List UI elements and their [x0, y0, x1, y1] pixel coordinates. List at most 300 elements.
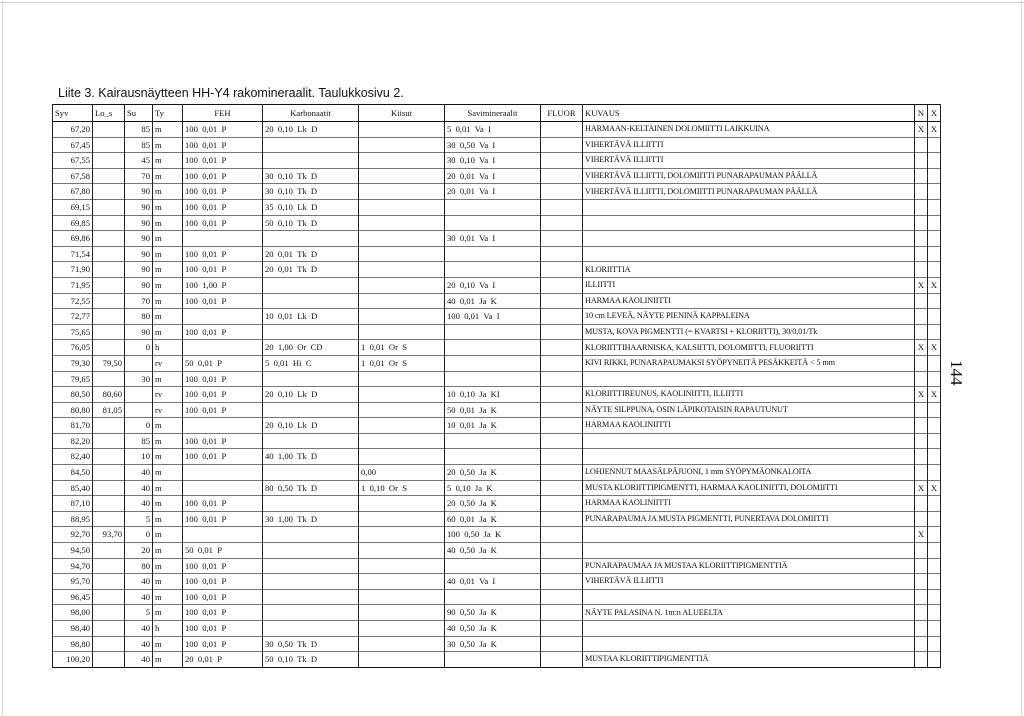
cell-syv: 98,80: [53, 636, 93, 652]
cell-savimineraalit: 40 0,01 Va I: [445, 574, 541, 590]
cell-n: X: [915, 527, 928, 543]
cell-karbonaatit: 50 0,10 Tk D: [263, 215, 359, 231]
cell-n: [915, 511, 928, 527]
cell-karbonaatit: [263, 527, 359, 543]
cell-lo-s: [93, 449, 125, 465]
table-row: [53, 231, 941, 247]
table-row: [53, 293, 941, 309]
cell-lo-s: [93, 262, 125, 278]
cell-feh: 100 0,01 P: [183, 605, 263, 621]
cell-lo-s: [93, 465, 125, 481]
cell-ty: h: [153, 340, 183, 356]
table-row: [53, 277, 941, 293]
cell-karbonaatit: [263, 465, 359, 481]
cell-karbonaatit: [263, 137, 359, 153]
cell-ty: m: [153, 277, 183, 293]
cell-x: [928, 293, 941, 309]
cell-lo-s: [93, 122, 125, 138]
cell-karbonaatit: [263, 153, 359, 169]
cell-syv: 82,40: [53, 449, 93, 465]
cell-n: [915, 605, 928, 621]
cell-kuvaus: HARMAAN-KELTAINEN DOLOMIITTI LAIKKUINA: [583, 122, 915, 138]
cell-syv: 71,90: [53, 262, 93, 278]
cell-savimineraalit: [445, 199, 541, 215]
cell-kuvaus: [583, 215, 915, 231]
cell-lo-s: 79,50: [93, 355, 125, 371]
document-caption: Liite 3. Kairausnäytteen HH-Y4 rakomineraalit. Taulukkosivu 2.: [58, 86, 404, 100]
cell-syv: 92,70: [53, 527, 93, 543]
page-number: 144: [947, 360, 966, 386]
cell-fluor: [541, 496, 583, 512]
table-row: [53, 371, 941, 387]
cell-su: [125, 387, 153, 403]
cell-ty: m: [153, 153, 183, 169]
cell-savimineraalit: 100 0,50 Ja K: [445, 527, 541, 543]
cell-fluor: [541, 449, 583, 465]
cell-su: 5: [125, 605, 153, 621]
cell-syv: 71,54: [53, 246, 93, 262]
table-row: [53, 153, 941, 169]
table-row: [53, 184, 941, 200]
cell-lo-s: [93, 309, 125, 325]
cell-savimineraalit: [445, 340, 541, 356]
cell-kuvaus: MUSTA KLORIITTIPIGMENTTI, HARMAA KAOLINIITTI, DOLOMIITTI: [583, 480, 915, 496]
cell-syv: 72,77: [53, 309, 93, 325]
cell-x: [928, 574, 941, 590]
table-row: [53, 324, 941, 340]
cell-lo-s: [93, 199, 125, 215]
table-row: [53, 262, 941, 278]
cell-kiisut: [359, 246, 445, 262]
cell-karbonaatit: [263, 277, 359, 293]
cell-feh: 100 0,01 P: [183, 168, 263, 184]
cell-kiisut: 1 0,10 Or S: [359, 480, 445, 496]
cell-fluor: [541, 340, 583, 356]
cell-fluor: [541, 262, 583, 278]
cell-lo-s: [93, 371, 125, 387]
cell-x: [928, 433, 941, 449]
table-row: [53, 465, 941, 481]
cell-su: [125, 355, 153, 371]
cell-feh: [183, 340, 263, 356]
cell-kiisut: [359, 371, 445, 387]
cell-karbonaatit: [263, 231, 359, 247]
table-row: [53, 309, 941, 325]
cell-kuvaus: VIHERTÄVÄ ILLIITTI: [583, 153, 915, 169]
cell-kiisut: 1 0,01 Or S: [359, 340, 445, 356]
cell-feh: 100 0,01 P: [183, 621, 263, 637]
cell-feh: [183, 418, 263, 434]
cell-kuvaus: [583, 433, 915, 449]
cell-karbonaatit: 5 0,01 Hi C: [263, 355, 359, 371]
cell-feh: 100 0,01 P: [183, 496, 263, 512]
cell-feh: 100 0,01 P: [183, 199, 263, 215]
cell-su: 40: [125, 621, 153, 637]
cell-kiisut: [359, 324, 445, 340]
table-row: [53, 511, 941, 527]
table-row: [53, 543, 941, 559]
cell-su: 90: [125, 246, 153, 262]
cell-lo-s: [93, 418, 125, 434]
cell-syv: 87,10: [53, 496, 93, 512]
cell-lo-s: [93, 511, 125, 527]
cell-su: 85: [125, 137, 153, 153]
cell-savimineraalit: [445, 262, 541, 278]
cell-ty: m: [153, 605, 183, 621]
header-feh: FEH: [183, 105, 263, 122]
cell-fluor: [541, 527, 583, 543]
cell-fluor: [541, 168, 583, 184]
cell-ty: m: [153, 324, 183, 340]
cell-x: [928, 215, 941, 231]
cell-kuvaus: MUSTA, KOVA PIGMENTTI (= KVARTSI + KLORIITTI), 30/0,01/Tk: [583, 324, 915, 340]
cell-syv: 67,55: [53, 153, 93, 169]
cell-x: [928, 527, 941, 543]
cell-savimineraalit: 30 0,10 Va I: [445, 153, 541, 169]
cell-fluor: [541, 387, 583, 403]
cell-syv: 67,45: [53, 137, 93, 153]
cell-su: 45: [125, 153, 153, 169]
cell-syv: 81,70: [53, 418, 93, 434]
cell-su: 0: [125, 418, 153, 434]
cell-x: [928, 543, 941, 559]
cell-fluor: [541, 465, 583, 481]
cell-feh: 100 0,01 P: [183, 184, 263, 200]
cell-su: 80: [125, 558, 153, 574]
cell-fluor: [541, 636, 583, 652]
cell-kiisut: [359, 309, 445, 325]
cell-lo-s: [93, 215, 125, 231]
cell-fluor: [541, 277, 583, 293]
cell-ty: m: [153, 293, 183, 309]
cell-kuvaus: [583, 527, 915, 543]
page-top-edge: [0, 2, 1024, 3]
cell-x: [928, 465, 941, 481]
cell-kuvaus: NÄYTE PALASINA N. 1m:n ALUEELTA: [583, 605, 915, 621]
table-row: [53, 574, 941, 590]
cell-lo-s: 80,60: [93, 387, 125, 403]
cell-fluor: [541, 511, 583, 527]
cell-savimineraalit: 30 0,50 Va I: [445, 137, 541, 153]
cell-kiisut: [359, 574, 445, 590]
cell-savimineraalit: 100 0,01 Va I: [445, 309, 541, 325]
cell-karbonaatit: 50 0,10 Tk D: [263, 652, 359, 668]
cell-lo-s: [93, 168, 125, 184]
cell-ty: m: [153, 496, 183, 512]
cell-syv: 95,70: [53, 574, 93, 590]
cell-fluor: [541, 199, 583, 215]
cell-karbonaatit: 20 0,01 Tk D: [263, 246, 359, 262]
cell-x: [928, 621, 941, 637]
cell-feh: 100 0,01 P: [183, 371, 263, 387]
cell-feh: 100 0,01 P: [183, 449, 263, 465]
cell-n: [915, 465, 928, 481]
cell-feh: 20 0,01 P: [183, 652, 263, 668]
cell-ty: m: [153, 558, 183, 574]
cell-x: [928, 402, 941, 418]
cell-kiisut: [359, 589, 445, 605]
cell-kuvaus: HARMAA KAOLINIITTI: [583, 496, 915, 512]
cell-lo-s: [93, 574, 125, 590]
cell-lo-s: [93, 231, 125, 247]
cell-savimineraalit: [445, 449, 541, 465]
cell-lo-s: [93, 480, 125, 496]
cell-x: X: [928, 277, 941, 293]
cell-syv: 67,58: [53, 168, 93, 184]
page-right-edge: [1021, 0, 1022, 716]
table-row: [53, 199, 941, 215]
cell-savimineraalit: 20 0,50 Ja K: [445, 496, 541, 512]
cell-ty: m: [153, 589, 183, 605]
cell-kiisut: [359, 543, 445, 559]
header-su: Su: [125, 105, 153, 122]
cell-karbonaatit: [263, 605, 359, 621]
cell-n: [915, 652, 928, 668]
cell-syv: 94,50: [53, 543, 93, 559]
cell-savimineraalit: 5 0,01 Va I: [445, 122, 541, 138]
cell-n: [915, 636, 928, 652]
table-row: [53, 496, 941, 512]
cell-lo-s: [93, 184, 125, 200]
cell-ty: m: [153, 652, 183, 668]
table-row: [53, 387, 941, 403]
cell-karbonaatit: 40 1,00 Tk D: [263, 449, 359, 465]
table-row: [53, 527, 941, 543]
cell-fluor: [541, 371, 583, 387]
cell-kiisut: [359, 652, 445, 668]
cell-x: [928, 636, 941, 652]
cell-su: 90: [125, 199, 153, 215]
cell-kiisut: [359, 231, 445, 247]
cell-kuvaus: KLORIITTIHAARNISKA, KALSIITTI, DOLOMIITTI, FLUORIITTI: [583, 340, 915, 356]
cell-x: [928, 511, 941, 527]
cell-n: [915, 433, 928, 449]
cell-x: [928, 371, 941, 387]
table-row: [53, 418, 941, 434]
cell-su: 90: [125, 262, 153, 278]
table-row: [53, 605, 941, 621]
cell-kiisut: [359, 387, 445, 403]
cell-x: [928, 262, 941, 278]
table-row: [53, 636, 941, 652]
cell-syv: 82,20: [53, 433, 93, 449]
cell-karbonaatit: 20 0,10 Lk D: [263, 418, 359, 434]
cell-savimineraalit: 20 0,01 Va I: [445, 168, 541, 184]
cell-kuvaus: [583, 621, 915, 637]
cell-kiisut: [359, 418, 445, 434]
cell-n: [915, 558, 928, 574]
cell-savimineraalit: 30 0,01 Va I: [445, 231, 541, 247]
cell-feh: 100 0,01 P: [183, 246, 263, 262]
cell-syv: 94,70: [53, 558, 93, 574]
cell-n: [915, 199, 928, 215]
cell-ty: m: [153, 231, 183, 247]
cell-savimineraalit: 10 0,10 Ja KI: [445, 387, 541, 403]
cell-x: [928, 496, 941, 512]
cell-feh: 100 0,01 P: [183, 293, 263, 309]
cell-syv: 80,80: [53, 402, 93, 418]
cell-kuvaus: [583, 231, 915, 247]
cell-x: X: [928, 340, 941, 356]
cell-su: 40: [125, 574, 153, 590]
cell-ty: m: [153, 543, 183, 559]
cell-kiisut: [359, 558, 445, 574]
cell-fluor: [541, 652, 583, 668]
cell-kiisut: [359, 137, 445, 153]
cell-lo-s: 93,70: [93, 527, 125, 543]
cell-savimineraalit: 5 0,10 Ja K: [445, 480, 541, 496]
cell-feh: 100 0,01 P: [183, 324, 263, 340]
cell-ty: m: [153, 168, 183, 184]
cell-kiisut: [359, 449, 445, 465]
cell-kiisut: [359, 621, 445, 637]
cell-fluor: [541, 293, 583, 309]
cell-fluor: [541, 184, 583, 200]
table-row: [53, 137, 941, 153]
cell-syv: 79,65: [53, 371, 93, 387]
cell-lo-s: [93, 636, 125, 652]
cell-su: 5: [125, 511, 153, 527]
mineral-table-container: [52, 104, 941, 668]
table-row: [53, 558, 941, 574]
cell-feh: 100 0,01 P: [183, 215, 263, 231]
cell-su: 20: [125, 543, 153, 559]
cell-savimineraalit: 20 0,01 Va I: [445, 184, 541, 200]
cell-karbonaatit: [263, 574, 359, 590]
cell-n: [915, 246, 928, 262]
cell-x: [928, 355, 941, 371]
cell-syv: 71,95: [53, 277, 93, 293]
cell-lo-s: [93, 589, 125, 605]
header-kuvaus: KUVAUS: [583, 105, 915, 122]
cell-lo-s: 81,05: [93, 402, 125, 418]
cell-fluor: [541, 480, 583, 496]
cell-savimineraalit: 20 0,10 Va I: [445, 277, 541, 293]
cell-karbonaatit: [263, 433, 359, 449]
cell-n: [915, 355, 928, 371]
cell-kiisut: [359, 215, 445, 231]
cell-n: [915, 231, 928, 247]
cell-kiisut: [359, 293, 445, 309]
cell-ty: m: [153, 199, 183, 215]
cell-syv: 84,50: [53, 465, 93, 481]
cell-ty: m: [153, 262, 183, 278]
cell-feh: 50 0,01 P: [183, 543, 263, 559]
fracture-mineral-table: [52, 104, 941, 668]
cell-n: X: [915, 340, 928, 356]
cell-feh: 100 0,01 P: [183, 636, 263, 652]
cell-kuvaus: KLORIITTIREUNUS, KAOLINIITTI, ILLIITTI: [583, 387, 915, 403]
cell-karbonaatit: [263, 402, 359, 418]
cell-fluor: [541, 355, 583, 371]
cell-n: X: [915, 277, 928, 293]
cell-kiisut: 0,00: [359, 465, 445, 481]
cell-n: X: [915, 480, 928, 496]
cell-lo-s: [93, 293, 125, 309]
cell-su: [125, 402, 153, 418]
cell-karbonaatit: 30 1,00 Tk D: [263, 511, 359, 527]
cell-su: 70: [125, 168, 153, 184]
cell-kuvaus: LOHJENNUT MAASÄLPÄJUONI, 1 mm SYÖPYMÄONKALOITA: [583, 465, 915, 481]
cell-n: [915, 215, 928, 231]
cell-lo-s: [93, 340, 125, 356]
cell-su: 90: [125, 324, 153, 340]
cell-su: 90: [125, 215, 153, 231]
cell-kiisut: [359, 277, 445, 293]
cell-feh: [183, 480, 263, 496]
cell-su: 40: [125, 496, 153, 512]
cell-ty: rv: [153, 402, 183, 418]
cell-savimineraalit: 50 0,01 Ja K: [445, 402, 541, 418]
cell-syv: 67,80: [53, 184, 93, 200]
cell-karbonaatit: 80 0,50 Tk D: [263, 480, 359, 496]
table-row: [53, 355, 941, 371]
cell-n: [915, 168, 928, 184]
cell-feh: [183, 527, 263, 543]
cell-kuvaus: [583, 449, 915, 465]
cell-n: [915, 184, 928, 200]
cell-ty: m: [153, 371, 183, 387]
cell-fluor: [541, 605, 583, 621]
header-kiisut: Kiisut: [359, 105, 445, 122]
cell-savimineraalit: [445, 324, 541, 340]
cell-feh: 100 1,00 P: [183, 277, 263, 293]
page-left-edge: [2, 0, 3, 716]
cell-savimineraalit: 90 0,50 Ja K: [445, 605, 541, 621]
cell-kiisut: [359, 122, 445, 138]
cell-x: [928, 199, 941, 215]
cell-x: [928, 589, 941, 605]
cell-kuvaus: KLORIITTIA: [583, 262, 915, 278]
cell-lo-s: [93, 605, 125, 621]
cell-kiisut: [359, 153, 445, 169]
cell-kuvaus: VIHERTÄVÄ ILLIITTI, DOLOMIITTI PUNARAPAUMAN PÄÄLLÄ: [583, 168, 915, 184]
cell-su: 10: [125, 449, 153, 465]
table-row: [53, 246, 941, 262]
cell-savimineraalit: 40 0,01 Ja K: [445, 293, 541, 309]
cell-kiisut: 1 0,01 Or S: [359, 355, 445, 371]
cell-syv: 96,45: [53, 589, 93, 605]
cell-feh: 100 0,01 P: [183, 574, 263, 590]
cell-kiisut: [359, 527, 445, 543]
cell-kuvaus: [583, 589, 915, 605]
cell-ty: m: [153, 418, 183, 434]
cell-savimineraalit: [445, 589, 541, 605]
cell-lo-s: [93, 137, 125, 153]
cell-x: X: [928, 387, 941, 403]
cell-ty: rv: [153, 355, 183, 371]
cell-feh: 100 0,01 P: [183, 511, 263, 527]
cell-karbonaatit: 10 0,01 Lk D: [263, 309, 359, 325]
cell-lo-s: [93, 496, 125, 512]
cell-kiisut: [359, 496, 445, 512]
cell-feh: 100 0,01 P: [183, 262, 263, 278]
cell-savimineraalit: [445, 652, 541, 668]
cell-ty: m: [153, 122, 183, 138]
cell-feh: 100 0,01 P: [183, 137, 263, 153]
cell-n: [915, 324, 928, 340]
cell-feh: [183, 231, 263, 247]
cell-savimineraalit: 40 0,50 Ja K: [445, 621, 541, 637]
cell-savimineraalit: 40 0,50 Ja K: [445, 543, 541, 559]
cell-kuvaus: NÄYTE SILPPUNA, OSIN LÄPIKOTAISIN RAPAUTUNUT: [583, 402, 915, 418]
header-fluor: FLUOR: [541, 105, 583, 122]
cell-syv: 69,86: [53, 231, 93, 247]
cell-fluor: [541, 215, 583, 231]
cell-syv: 79,30: [53, 355, 93, 371]
cell-n: [915, 496, 928, 512]
cell-kuvaus: [583, 371, 915, 387]
